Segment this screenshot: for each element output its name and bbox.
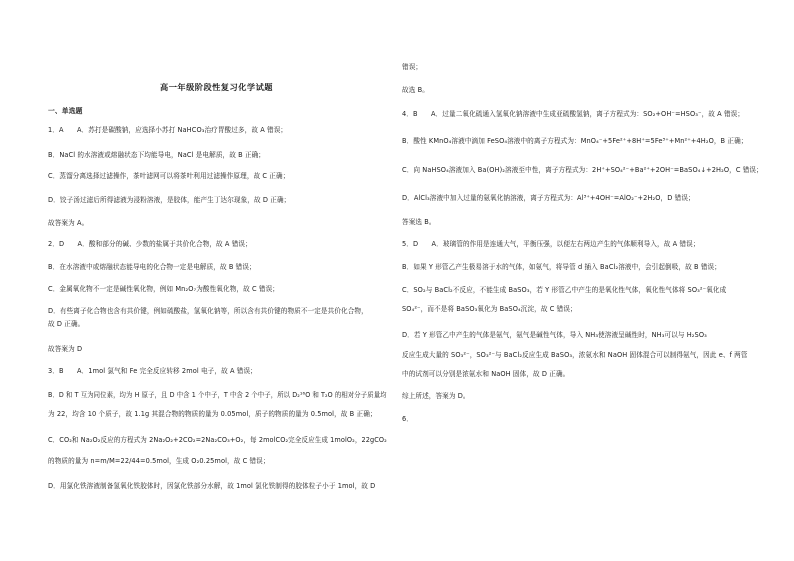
text-line: C．向 NaHSO₄溶液加入 Ba(OH)₂溶液至中性，离子方程式为：2H⁺+SO₄²⁻+Ba²⁺+2OH⁻=BaSO₄↓+2H₂O，C 错误； [402, 166, 763, 174]
text-line: B．酸性 KMnO₄溶液中滴加 FeSO₄溶液中的离子方程式为：MnO₄⁻+5Fe²⁺+8H⁺=5Fe³⁺+Mn²⁺+4H₂O，B 正确； [402, 137, 748, 145]
text-line: 错误； [402, 63, 423, 71]
page-title: 高一年级阶段性复习化学试题 [160, 82, 273, 92]
text-line: 3．B A．1mol 氯气和 Fe 完全反应转移 2mol 电子，故 A 错误； [48, 367, 257, 375]
text-line: 故选 B。 [402, 86, 429, 94]
text-line: SO₄²⁻，而不是将 BaSO₃氧化为 BaSO₄沉淀，故 C 错误； [402, 305, 577, 313]
text-line: 故 D 正确。 [48, 320, 85, 328]
text-line: D．用氯化铁溶液制备氢氧化铁胶体时，因氯化铁部分水解，故 1mol 氯化铁制得的胶体粒子小于 1mol，故 D [48, 482, 376, 490]
text-line: B．D 和 T 互为同位素，均为 H 原子，且 D 中含 1 个中子，T 中含 2 个中子，所以 D₂¹⁶O 和 T₂O 的相对分子质量均 [48, 391, 387, 399]
text-line: B．如果 Y 形管乙产生极易溶于水的气体，如氨气，将导管 d 插入 BaCl₂溶液中，会引起倒吸，故 B 错误； [402, 263, 721, 271]
text-line: 答案选 B。 [402, 218, 436, 226]
section-heading: 一、单选题 [48, 107, 83, 115]
text-line: B．在水溶液中或熔融状态能导电的化合物一定是电解质，故 B 错误； [48, 263, 256, 271]
text-line: B．NaCl 的水溶液或熔融状态下均能导电，NaCl 是电解质，故 B 正确； [48, 151, 265, 159]
text-line: C．SO₂与 BaCl₂不反应，不能生成 BaSO₃，若 Y 形管乙中产生的是氧化性气体，氧化性气体将 SO₃²⁻氧化成 [402, 286, 727, 294]
text-line: 的物质的量为 n=m/M=22/44=0.5mol，生成 O₂0.25mol，故 C 错误； [48, 457, 270, 465]
text-line: 故答案为 D [48, 345, 83, 353]
text-line: D．有些离子化合物也含有共价键，例如硫酸盐，氢氧化钠等，所以含有共价键的物质不一定是共价化合物， [48, 307, 368, 315]
text-line: 4．B A．过量二氧化硫通入氢氧化钠溶液中生成亚硫酸氢钠，离子方程式为：SO₂+OH⁻=HSO₃⁻，故 A 错误； [402, 110, 745, 118]
text-line: 2．D A．酸和部分的碱、少数的盐属于共价化合物，故 A 错误； [48, 240, 252, 248]
text-line: D．若 Y 形管乙中产生的气体是氨气，氨气是碱性气体，导入 NH₃使溶液呈碱性时，NH₃可以与 H₂SO₃ [402, 331, 707, 339]
text-line: 5．D A．玻璃管的作用是连通大气，平衡压强，以便左右两边产生的气体顺利导入，故 A 错误； [402, 240, 700, 248]
text-line: C．金属氧化物不一定是碱性氧化物，例如 Mn₂O₇为酸性氧化物，故 C 错误； [48, 285, 279, 293]
text-line: C．蒸馏分离选择过滤操作，茶叶滤网可以将茶叶利用过滤操作原理，故 C 正确； [48, 172, 290, 180]
text-line: 综上所述，答案为 D。 [402, 392, 470, 400]
text-line: 6． [402, 415, 413, 423]
text-line: D．饺子汤过滤后所得滤液为浸粉溶液，是胶体，能产生丁达尔现象，故 D 正确； [48, 196, 291, 204]
text-line: 故答案为 A。 [48, 219, 89, 227]
text-line: 为 22，均含 10 个质子，故 1.1g 其混合物的物质的量为 0.05mol，质子的物质的量为 0.5mol，故 B 正确； [48, 410, 377, 418]
right-column [397, 0, 794, 561]
text-line: C．CO₂和 Na₂O₂反应的方程式为 2Na₂O₂+2CO₂=2Na₂CO₃+O₂，每 2molCO₂完全反应生成 1molO₂，22gCO₂ [48, 436, 387, 444]
text-line: 1．A A．苏打是碳酸钠，应选择小苏打 NaHCO₃治疗胃酸过多，故 A 错误； [48, 126, 288, 134]
text-line: 中的试剂可以分别是浓氨水和 NaOH 固体，故 D 正确。 [402, 370, 570, 378]
text-line: 反应生成大量的 SO₃²⁻，SO₃²⁻与 BaCl₂反应生成 BaSO₃，浓氨水和 NaOH 固体混合可以制得氨气，因此 e、f 两管 [402, 351, 748, 359]
text-line: D．AlCl₃溶液中加入过量的氨氧化钠溶液，离子方程式为：Al³⁺+4OH⁻=AlO₂⁻+2H₂O，D 错误； [402, 194, 695, 202]
